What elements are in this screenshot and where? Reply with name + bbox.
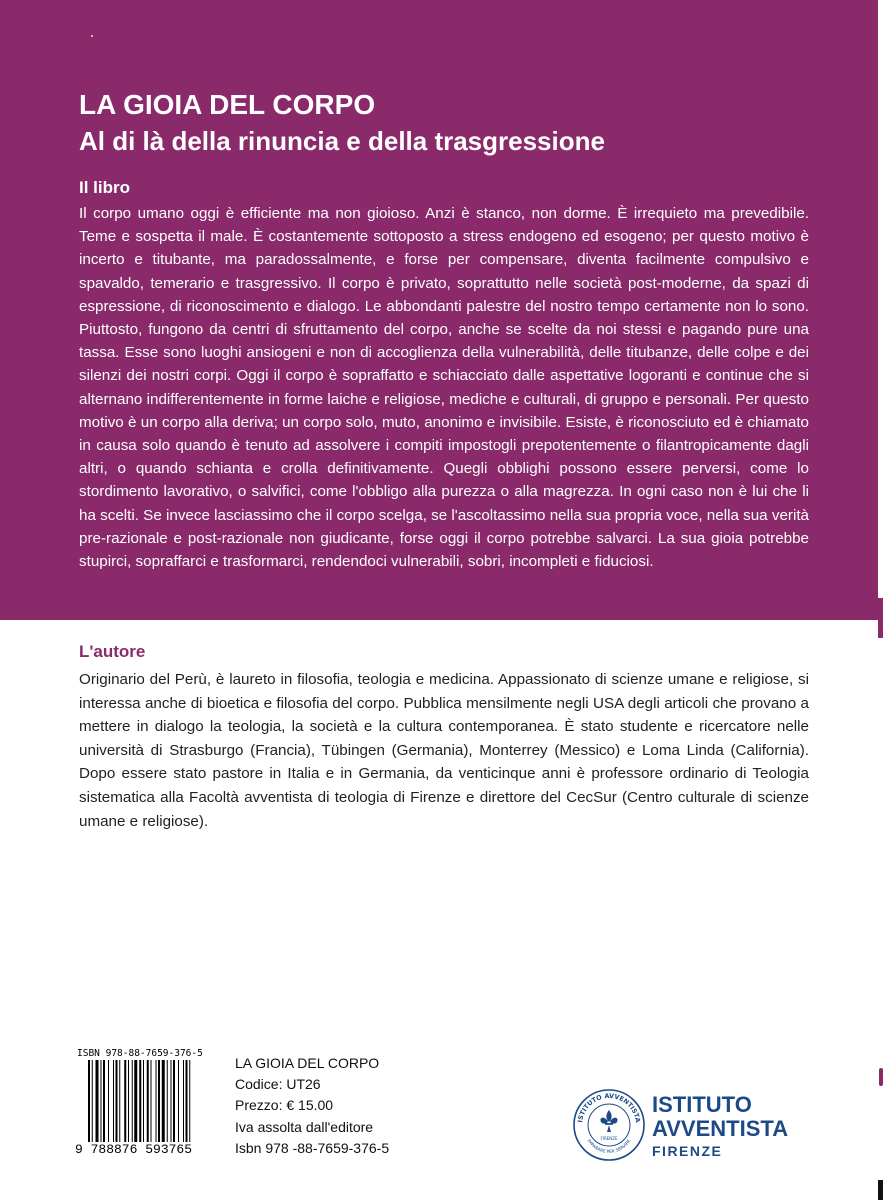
barcode-bar — [113, 1060, 114, 1142]
publisher-seal-logo — [572, 1088, 646, 1162]
barcode-bar — [124, 1060, 126, 1142]
barcode-bar — [147, 1060, 149, 1142]
barcode-bar — [183, 1060, 184, 1142]
barcode-bar — [156, 1060, 157, 1142]
publisher-name-line1: ISTITUTO — [652, 1092, 752, 1117]
info-price: Prezzo: € 15.00 — [235, 1097, 334, 1114]
author-section-heading: L'autore — [79, 642, 146, 661]
info-title: LA GIOIA DEL CORPO — [235, 1055, 380, 1071]
author-bio: Originario del Perù, è laureto in filosofia, teologia e medicina. Appassionato di scienze umane e religiose, si interessa anche di bioetica e filosofia del corpo. Pubblica mensilmente negli USA degli articoli che provano a mettere in dialogo la teologia, la società e la cultura contemporanea. È stato studente e ricercatore nelle università di Strasburgo (Francia), Tübingen (Germania), Monterrey (Messico) e Loma Linda (California). Dopo essere stato pastore in Italia e in Germania, da venticinque anni è professore ordinario di Teologia sistematica alla Facoltà avventista di teologia di Firenze e direttore del CecSur (Centro culturale di scienze umane e religiose). — [79, 671, 809, 830]
barcode-bar — [171, 1060, 172, 1142]
info-vat: Iva assolta dall'editore — [235, 1118, 374, 1135]
barcode-bar — [139, 1060, 141, 1142]
barcode-digits: 9 788876 593765 — [75, 1142, 193, 1157]
barcode-bar — [189, 1060, 190, 1142]
right-edge-mark-bottom — [878, 1180, 883, 1200]
publisher-name — [652, 1093, 788, 1141]
book-info-block — [235, 1053, 389, 1159]
barcode-bar — [96, 1060, 99, 1142]
right-edge-mark-small — [879, 1068, 883, 1086]
book-title: LA GIOIA DEL CORPO — [79, 89, 376, 120]
barcode-bar — [186, 1060, 188, 1142]
barcode-bar — [116, 1060, 118, 1142]
barcode-bar — [88, 1060, 90, 1142]
barcode-bar — [134, 1060, 137, 1142]
barcode-bar — [178, 1060, 179, 1142]
book-subtitle: Al di là della rinuncia e della trasgressione — [79, 126, 605, 156]
info-code: Codice: UT26 — [235, 1076, 321, 1093]
barcode-bar — [108, 1060, 109, 1142]
barcode-bar — [128, 1060, 129, 1142]
barcode-bar — [103, 1060, 105, 1142]
info-isbn: Isbn 978 -88-7659-376-5 — [235, 1139, 390, 1156]
publisher-city: FIRENZE — [652, 1143, 723, 1159]
barcode-bar — [167, 1060, 168, 1142]
barcode-bar — [132, 1060, 133, 1142]
barcode-bar — [158, 1060, 160, 1142]
isbn-label: ISBN 978-88-7659-376-5 — [77, 1048, 203, 1059]
barcode-image — [88, 1060, 218, 1142]
print-mark — [91, 35, 93, 37]
book-description: Il corpo umano oggi è efficiente ma non gioioso. Anzi è stanco, non dorme. È irrequieto ma prevedibile. Teme e sospetta il male. È costantemente sottoposto a stress endogeno ed esogeno; per questo motivo è incerto e titubante, ma paradossalmente, e forse per compensare, diventa facilmente compulsivo e spavaldo, temerario e trasgressivo. Il corpo è privato, soprattutto nelle società post-moderne, da spazi di espressione, di riconoscimento e dialogo. Le abbondanti palestre del nostro tempo certamente non lo sono. Piuttosto, fungono da centri di sfruttamento del corpo, anche se scelte da noi stessi e pagando pure una tassa. Esse sono luoghi ansiogeni e non di accoglienza della vulnerabilità, delle titubanze, delle colpe e dei silenzi dei nostri corpi. Oggi il corpo è sopraffatto e schiacciato dalle aspettative logoranti e continue che si alternano indifferentemente in forme laiche e religiose, mediche e culturali, di gruppo e personali. Per questo motivo è un corpo alla deriva; un corpo solo, muto, anonimo e invisibile. Esiste, è riconosciuto ed è chiamato in causa solo quando è tenuto ad assolvere i compiti impostogli prepotentemente o filantropicamente dagli altri, o quando schianta e crolla definitivamente. Quegli obblighi possono essere perversi, come lo stordimento lavorativo, o salvifici, come l'obbligo alla purezza o alla magrezza. In ogni caso non è lui che li ha scelti. Se invece lasciassimo che il corpo scelga, se l'ascoltassimo nella sua propria voce, nella sua verità pre-razionale e post-razionale non giudicante, forse oggi il corpo potrebbe salvarci. La sua gioia potrebbe stupirci, sopraffarci e trasformarci, rendendoci vulnerabili, sobri, incompleti e fiduciosi. — [79, 205, 809, 571]
barcode-bar — [119, 1060, 120, 1142]
barcode-bar — [162, 1060, 165, 1142]
barcode-bar — [101, 1060, 102, 1142]
barcode-bar — [151, 1060, 152, 1142]
book-section-heading: Il libro — [79, 178, 130, 197]
fleur-de-lis-icon — [600, 1110, 617, 1132]
seal-motto-text: IMPARARE PER SERVIRE — [585, 1138, 633, 1156]
publisher-name-line2: AVVENTISTA — [652, 1116, 789, 1141]
barcode-bar — [173, 1060, 175, 1142]
right-edge-mark — [878, 598, 883, 638]
barcode-bar — [143, 1060, 144, 1142]
seal-ring-text: ISTITUTO AVVENTISTA — [576, 1091, 642, 1124]
barcode-bar — [92, 1060, 93, 1142]
seal-inner-text: FIRENZE — [600, 1136, 618, 1141]
